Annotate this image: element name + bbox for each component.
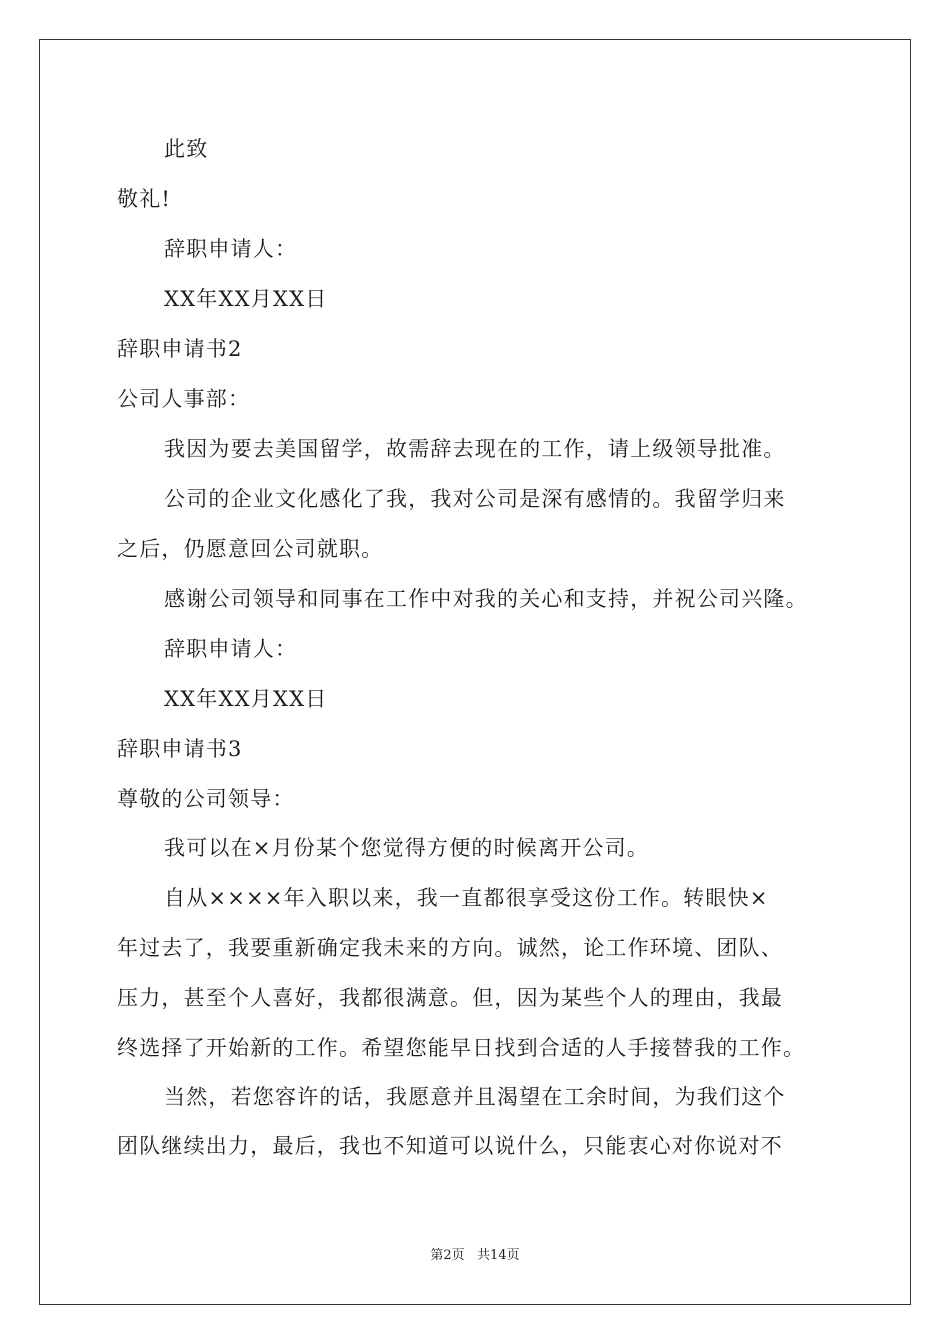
paragraph-line: 公司的企业文化感化了我，我对公司是深有感情的。我留学归来: [164, 487, 786, 511]
salutation-line: 敬礼!: [117, 187, 172, 211]
addressee-line: 尊敬的公司领导：: [117, 787, 295, 811]
date-line: XX年XX月XX日: [164, 287, 328, 311]
paragraph-line: 团队继续出力，最后，我也不知道可以说什么，只能衷心对你说对不: [117, 1134, 783, 1158]
signature-label: 辞职申请人：: [164, 237, 298, 261]
paragraph-line: 我可以在×月份某个您觉得方便的时候离开公司。: [164, 836, 649, 860]
paragraph-line: 之后，仍愿意回公司就职。: [117, 537, 384, 561]
paragraph-line: 年过去了，我要重新确定我未来的方向。诚然，论工作环境、团队、: [117, 936, 783, 960]
page-number-footer: 第2页 共14页: [430, 1248, 520, 1263]
section-heading: 辞职申请书3: [117, 737, 243, 761]
date-line: XX年XX月XX日: [164, 687, 328, 711]
page-border: [39, 39, 911, 1305]
paragraph-line: 我因为要去美国留学，故需辞去现在的工作，请上级领导批准。: [164, 437, 786, 461]
signature-label: 辞职申请人：: [164, 637, 298, 661]
paragraph-line: 感谢公司领导和同事在工作中对我的关心和支持，并祝公司兴隆。: [164, 587, 808, 611]
paragraph-line: 压力，甚至个人喜好，我都很满意。但，因为某些个人的理由，我最: [117, 986, 783, 1010]
section-heading: 辞职申请书2: [117, 337, 243, 361]
paragraph-line: 当然，若您容许的话，我愿意并且渴望在工余时间，为我们这个: [164, 1085, 786, 1109]
paragraph-line: 终选择了开始新的工作。希望您能早日找到合适的人手接替我的工作。: [117, 1036, 806, 1060]
paragraph-line: 自从××××年入职以来，我一直都很享受这份工作。转眼快×: [164, 886, 769, 910]
addressee-line: 公司人事部：: [117, 387, 251, 411]
closing-line: 此致: [164, 137, 209, 161]
